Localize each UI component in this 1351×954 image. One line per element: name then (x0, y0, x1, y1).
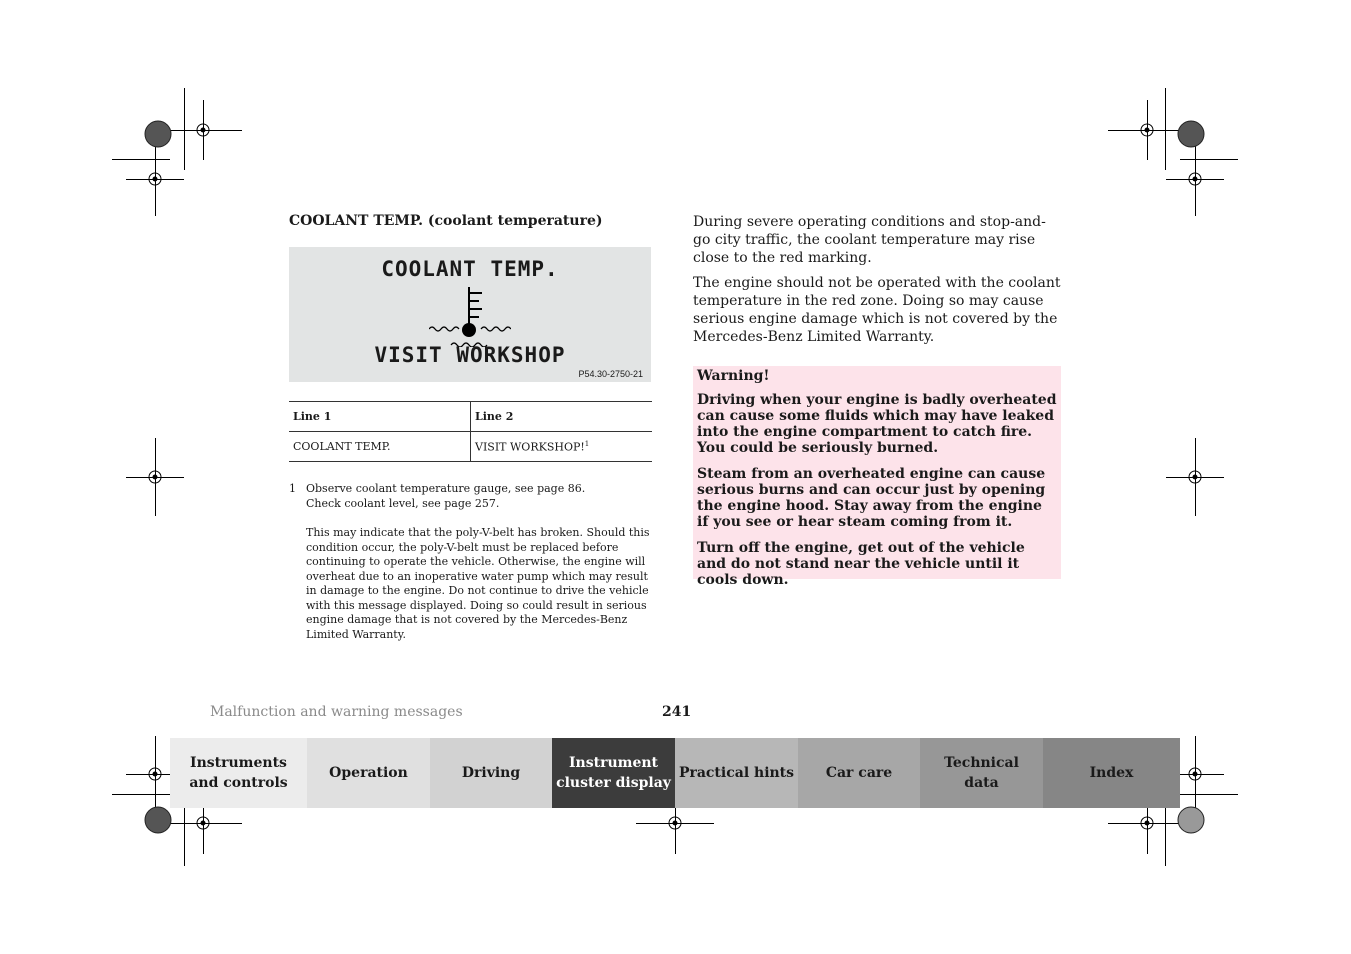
tab-label: data (964, 775, 999, 791)
table-header-row (289, 402, 652, 432)
warning-paragraph: Turn off the engine, get out of the vehicle and do not stand near the vehicle until it cools down. (697, 540, 1025, 588)
display-line1: COOLANT TEMP. (381, 257, 559, 281)
instrument-display-illustration (289, 247, 651, 382)
footnote-line: Observe coolant temperature gauge, see page 86. (306, 482, 586, 495)
page-number: 241 (662, 704, 692, 720)
body-paragraph: During severe operating conditions and stop-and-go city traffic, the coolant temperature may rise close to the red marking. (693, 214, 1046, 266)
table-cell (471, 432, 653, 462)
body-paragraph: The engine should not be operated with the coolant temperature in the red zone. Doing so may cause serious engine damage which is not covered by the Mercedes-Benz Limited Warranty. (693, 275, 1061, 345)
tab-index[interactable] (1043, 738, 1180, 808)
tab-label: Instrument (569, 755, 658, 771)
footnote-number: 1 (289, 482, 296, 495)
display-lines-table (289, 401, 652, 462)
tab-instruments-and-controls[interactable] (170, 738, 307, 808)
footnote-ref: 1 (584, 439, 590, 448)
display-line2: VISIT WORKSHOP (374, 343, 566, 367)
warning-title: Warning! (697, 368, 770, 384)
warning-paragraph: Steam from an overheated engine can cause serious burns and can occur just by opening the engine hood. Stay away from the engine if you see or hear steam coming from it. (697, 466, 1046, 530)
table-row (289, 432, 652, 462)
tab-operation[interactable] (307, 738, 430, 808)
table-header: Line 2 (471, 402, 653, 432)
tab-label: Car care (825, 765, 893, 781)
tab-label: Technical (944, 755, 1019, 771)
tab-label: Index (1089, 765, 1134, 781)
tab-car-care[interactable] (798, 738, 920, 808)
tab-label: Driving (461, 765, 521, 781)
tab-label: cluster display (556, 775, 671, 791)
warning-paragraph: Driving when your engine is badly overheated can cause some fluids which may have leaked into the engine compartment to catch fire. You could be seriously burned. (697, 392, 1057, 456)
warning-box (693, 366, 1061, 588)
coolant-temperature-icon (429, 285, 511, 347)
footnote-paragraph: This may indicate that the poly-V-belt has broken. Should this condition occur, the poly-V-belt must be replaced before continuing to operate the vehicle. Otherwise, the engine will overheat due to an inoperative water pump which may result in damage to the engine. Do not continue to drive the vehicle with this message displayed. Doing so could result in serious engine damage that is not covered by the Mercedes-Benz Limited Warranty. (306, 526, 650, 641)
chapter-navigation (170, 738, 1180, 808)
tab-instrument-cluster-display[interactable] (552, 738, 675, 808)
table-header: Line 1 (289, 402, 471, 432)
footer-section-title: Malfunction and warning messages (210, 704, 463, 720)
table-cell-text: VISIT WORKSHOP! (475, 440, 585, 454)
body-text (693, 213, 1063, 353)
tab-label: Operation (329, 765, 408, 781)
table-cell: COOLANT TEMP. (289, 432, 471, 462)
tab-label: and controls (189, 775, 288, 791)
tab-practical-hints[interactable] (675, 738, 798, 808)
tab-label: Instruments (190, 755, 287, 771)
tab-technical-data[interactable] (920, 738, 1043, 808)
section-title: COOLANT TEMP. (coolant temperature) (289, 213, 603, 229)
image-code: P54.30-2750-21 (578, 369, 643, 379)
tab-driving[interactable] (430, 738, 552, 808)
footnote-line: Check coolant level, see page 257. (306, 496, 500, 510)
tab-label: Practical hints (678, 765, 795, 781)
footnote (306, 482, 658, 642)
